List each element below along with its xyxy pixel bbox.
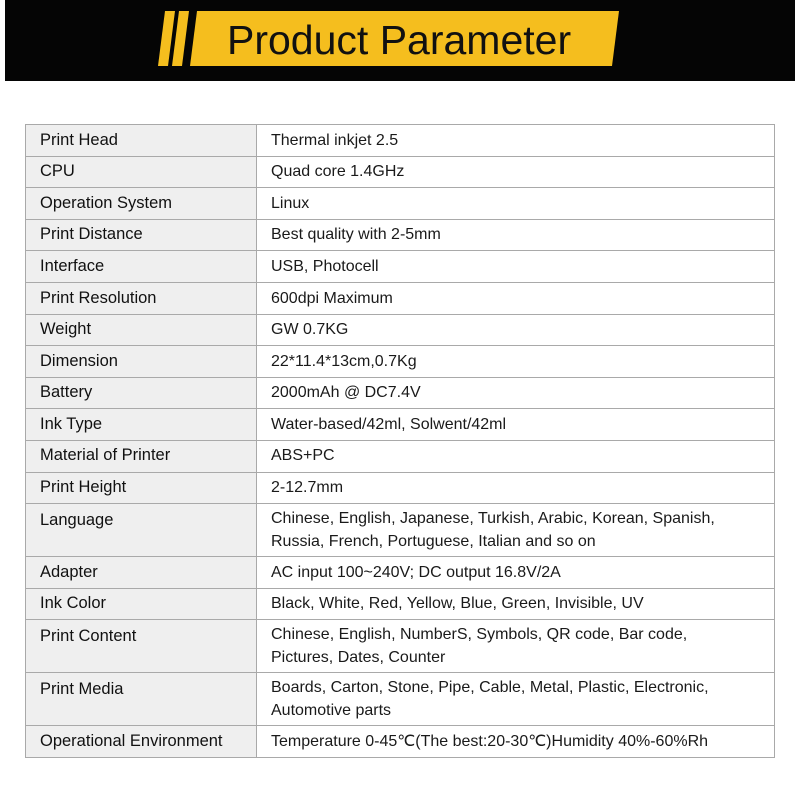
parameter-label: Language: [26, 504, 257, 557]
accent-stripe-2: [172, 11, 189, 66]
parameter-value: AC input 100~240V; DC output 16.8V/2A: [257, 557, 775, 589]
parameter-value: 2000mAh @ DC7.4V: [257, 377, 775, 409]
table-row: [26, 409, 775, 441]
table-row: [26, 377, 775, 409]
page-title: Product Parameter: [227, 17, 572, 63]
table-row: [26, 282, 775, 314]
parameter-label: Dimension: [26, 346, 257, 378]
parameter-label: Battery: [26, 377, 257, 409]
parameter-value: Linux: [257, 188, 775, 220]
parameter-value: Thermal inkjet 2.5: [257, 125, 775, 157]
product-parameter-table: [25, 124, 775, 758]
parameter-label: Material of Printer: [26, 440, 257, 472]
parameter-label: Print Height: [26, 472, 257, 504]
parameter-label: CPU: [26, 156, 257, 188]
parameter-label: Print Resolution: [26, 282, 257, 314]
parameter-label: Print Media: [26, 673, 257, 726]
parameter-value: 600dpi Maximum: [257, 282, 775, 314]
parameter-value: ABS+PC: [257, 440, 775, 472]
parameter-value: [257, 620, 775, 673]
parameter-value: Black, White, Red, Yellow, Blue, Green, Invisible, UV: [257, 588, 775, 620]
table-row: [26, 557, 775, 589]
parameter-value: 22*11.4*13cm,0.7Kg: [257, 346, 775, 378]
parameter-value: [257, 673, 775, 726]
parameter-value-line: Automotive parts: [271, 702, 392, 720]
parameter-label: Operational Environment: [26, 726, 257, 758]
parameter-value-line: Russia, French, Portuguese, Italian and so on: [271, 533, 596, 551]
parameter-value-line: Boards, Carton, Stone, Pipe, Cable, Metal, Plastic, Electronic,: [271, 678, 709, 696]
table-row: [26, 588, 775, 620]
header-banner: [5, 0, 795, 81]
table-row: [26, 504, 775, 557]
parameter-label: Print Content: [26, 620, 257, 673]
parameter-label: Weight: [26, 314, 257, 346]
table-row: [26, 188, 775, 220]
table-row: [26, 726, 775, 758]
parameter-label: Adapter: [26, 557, 257, 589]
parameter-value-line: Pictures, Dates, Counter: [271, 649, 446, 667]
parameter-label: Operation System: [26, 188, 257, 220]
table-row: [26, 156, 775, 188]
table-row: [26, 440, 775, 472]
parameter-value: Quad core 1.4GHz: [257, 156, 775, 188]
accent-stripe-1: [158, 11, 175, 66]
parameter-value: GW 0.7KG: [257, 314, 775, 346]
table-row: [26, 219, 775, 251]
parameter-label: Print Head: [26, 125, 257, 157]
parameter-label: Interface: [26, 251, 257, 283]
parameter-value: USB, Photocell: [257, 251, 775, 283]
table-row: [26, 251, 775, 283]
parameter-value: Best quality with 2-5mm: [257, 219, 775, 251]
parameter-label: Print Distance: [26, 219, 257, 251]
parameter-value-line: Chinese, English, Japanese, Turkish, Arabic, Korean, Spanish,: [271, 509, 715, 527]
table-row: [26, 472, 775, 504]
parameter-value: [257, 504, 775, 557]
table-row: [26, 673, 775, 726]
parameter-value: 2-12.7mm: [257, 472, 775, 504]
table-row: [26, 620, 775, 673]
table-row: [26, 314, 775, 346]
parameter-label: Ink Color: [26, 588, 257, 620]
table-row: [26, 346, 775, 378]
parameter-value: Temperature 0-45℃(The best:20-30℃)Humidity 40%-60%Rh: [257, 726, 775, 758]
parameter-value: Water-based/42ml, Solwent/42ml: [257, 409, 775, 441]
table-row: [26, 125, 775, 157]
parameter-value-line: Chinese, English, NumberS, Symbols, QR code, Bar code,: [271, 625, 688, 643]
parameter-label: Ink Type: [26, 409, 257, 441]
